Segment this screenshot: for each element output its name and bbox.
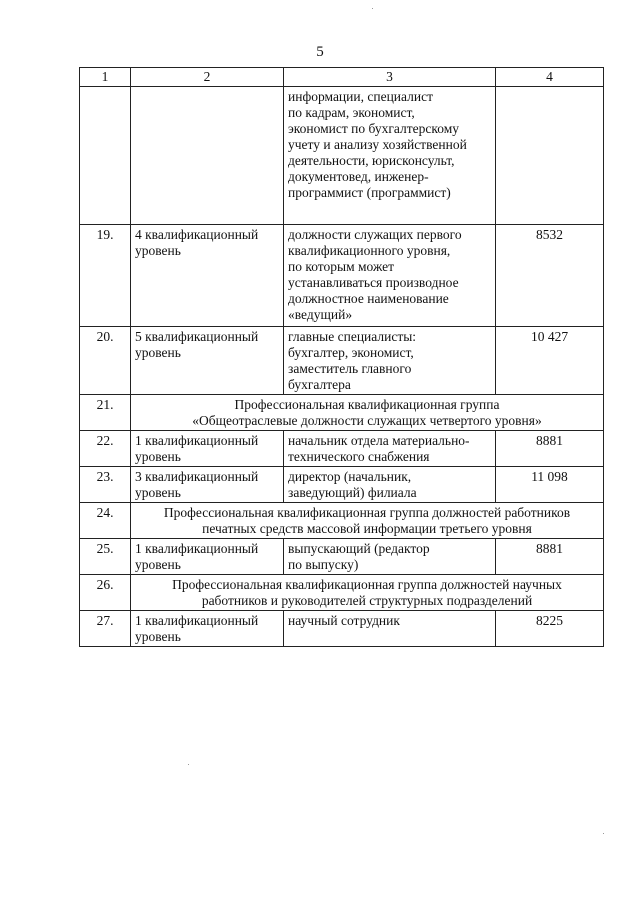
- qualification-level: 1 квалификационный уровень: [131, 431, 284, 467]
- qualification-level: [131, 87, 284, 225]
- group-row: [80, 575, 604, 611]
- column-header: 1: [80, 68, 131, 87]
- row-number: [80, 87, 131, 225]
- salary-value: 8881: [496, 539, 604, 575]
- table-row: [80, 225, 604, 327]
- column-header: 3: [284, 68, 496, 87]
- table-row: [80, 87, 604, 225]
- positions-cell: научный сотрудник: [284, 611, 496, 647]
- positions-cell: должности служащих первого квалификационного уровня, по которым может устанавливаться производное должностное наименование «ведущий»: [284, 225, 496, 327]
- group-row: [80, 503, 604, 539]
- salary-value: 10 427: [496, 327, 604, 395]
- positions-cell: информации, специалист по кадрам, экономист, экономист по бухгалтерскому учету и анализу хозяйственной деятельности, юрисконсульт, документовед, инженер- программист (программист): [284, 87, 496, 225]
- group-row: [80, 395, 604, 431]
- qualification-level: 5 квалификационный уровень: [131, 327, 284, 395]
- positions-cell: директор (начальник, заведующий) филиала: [284, 467, 496, 503]
- row-number: 23.: [80, 467, 131, 503]
- salary-value: 8532: [496, 225, 604, 327]
- positions-cell: начальник отдела материально- технического снабжения: [284, 431, 496, 467]
- row-number: 26.: [80, 575, 131, 611]
- group-title: Профессиональная квалификационная группа «Общеотраслевые должности служащих четвертого уровня»: [131, 395, 604, 431]
- salary-value: 8881: [496, 431, 604, 467]
- salary-value: 8225: [496, 611, 604, 647]
- salary-table: [79, 67, 604, 647]
- scan-speck: [188, 764, 189, 765]
- group-title: Профессиональная квалификационная группа должностей работников печатных средств массовой информации третьего уровня: [131, 503, 604, 539]
- salary-value: 11 098: [496, 467, 604, 503]
- qualification-level: 4 квалификационный уровень: [131, 225, 284, 327]
- column-header: 2: [131, 68, 284, 87]
- table-row: [80, 539, 604, 575]
- group-title: Профессиональная квалификационная группа должностей научных работников и руководителей структурных подразделений: [131, 575, 604, 611]
- scan-speck: [372, 8, 373, 9]
- row-number: 22.: [80, 431, 131, 467]
- row-number: 20.: [80, 327, 131, 395]
- table-row: [80, 327, 604, 395]
- positions-cell: выпускающий (редактор по выпуску): [284, 539, 496, 575]
- qualification-level: 1 квалификационный уровень: [131, 611, 284, 647]
- scan-speck: [603, 833, 604, 834]
- qualification-level: 1 квалификационный уровень: [131, 539, 284, 575]
- column-header: 4: [496, 68, 604, 87]
- qualification-level: 3 квалификационный уровень: [131, 467, 284, 503]
- row-number: 19.: [80, 225, 131, 327]
- page-number: 5: [316, 44, 324, 60]
- table-row: [80, 611, 604, 647]
- positions-cell: главные специалисты: бухгалтер, экономист, заместитель главного бухгалтера: [284, 327, 496, 395]
- table-header-row: [80, 68, 604, 87]
- table-row: [80, 431, 604, 467]
- row-number: 21.: [80, 395, 131, 431]
- row-number: 25.: [80, 539, 131, 575]
- table-row: [80, 467, 604, 503]
- salary-value: [496, 87, 604, 225]
- row-number: 27.: [80, 611, 131, 647]
- row-number: 24.: [80, 503, 131, 539]
